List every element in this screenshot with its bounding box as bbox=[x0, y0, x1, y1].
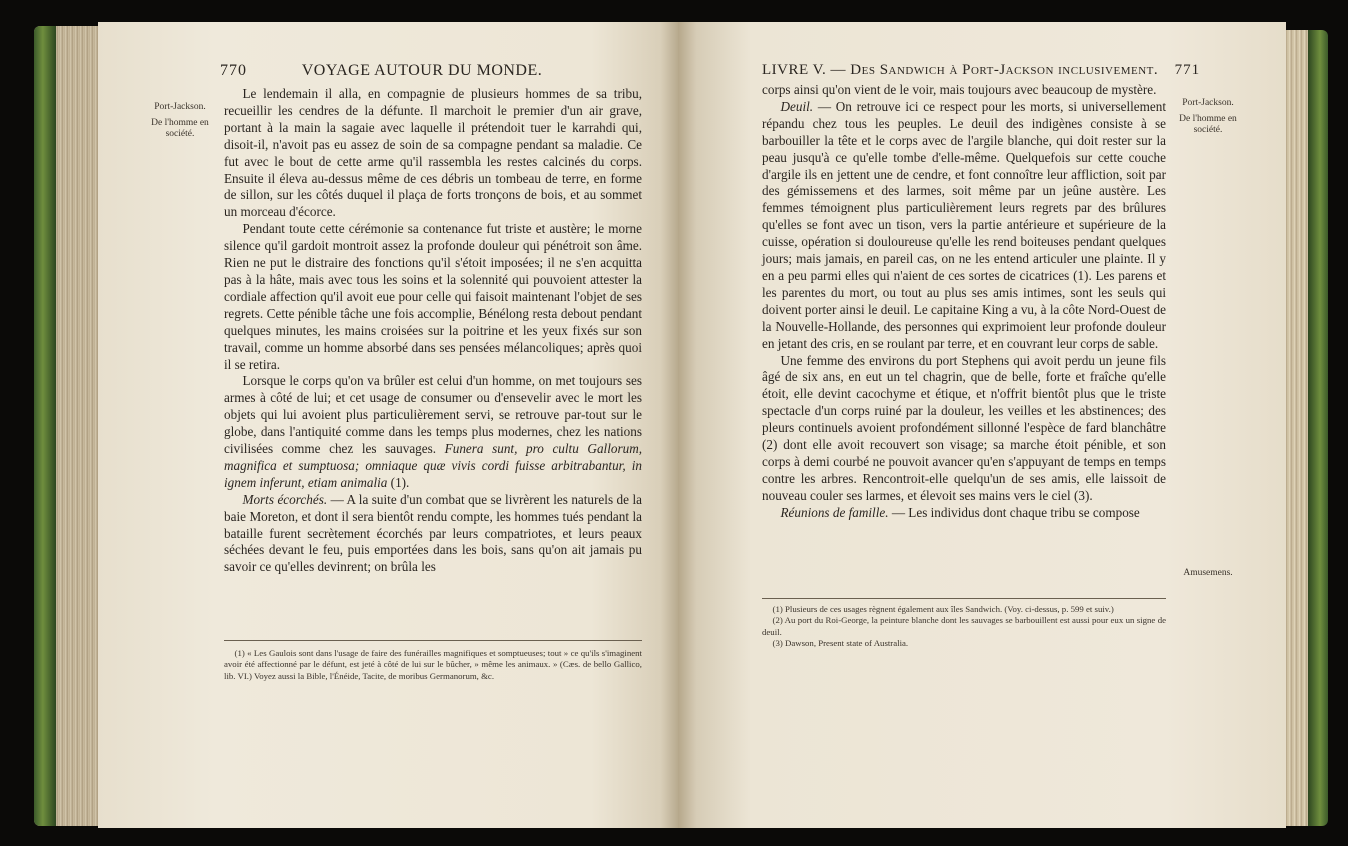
right-section-deuil bbox=[762, 99, 1166, 353]
left-footnotes bbox=[224, 648, 642, 682]
right-margin-note-topic: De l'homme en société. bbox=[1179, 114, 1237, 135]
right-page-number: 771 bbox=[1174, 62, 1201, 78]
left-margin-note-topic: De l'homme en société. bbox=[151, 118, 209, 139]
right-head-title: LIVRE V. — Des Sandwich à Port-Jackson inclusivement. bbox=[762, 62, 1159, 78]
right-footnote-rule bbox=[762, 598, 1166, 599]
section-title-reunions: Réunions de famille. bbox=[780, 504, 889, 520]
left-body-text bbox=[224, 86, 642, 576]
left-margin-note-place: Port-Jackson. bbox=[154, 102, 206, 112]
left-paragraph: Le lendemain il alla, en compagnie de plusieurs hommes de sa tribu, recueillir les cendres de la défunte. Il marchoit le premier d'un air grave, portant à la main la sagaie avec laquelle il prétendoit tuer le karrahdi qui, disoit-il, n'avoit pas eu assez de soin de sa compagne pendant sa maladie. Ce fut avec le bout de cette arme qu'il rassembla les restes calcinés du corps. Ensuite il éleva au-dessus même de ces débris un tombeau de terre, en forme de sillon, sur les côtés duquel il plaça de forts tronçons de bois, et au sommet un morceau d'écorce. bbox=[224, 86, 642, 220]
section-text-deuil: — On retrouve ici ce respect pour les morts, si universellement répandu chez tous les peuples. Le deuil des indigènes consiste à se barbouiller la tête et le corps avec de l'argile blanche, qui doit rester sur la peau jusqu'à ce qu'elle tombe d'elle-même. Quelquefois sur cette couche d'argile ils en jettent une de cendre, et font connoître leur affliction, soit par des gémissemens et des larmes, soit même par un jeûne austère. Les femmes témoignent plus particulièrement leurs regrets par des brûlures qu'elles se font avec un tison, vers la partie antérieure et supérieure de la cuisse, opération si douloureuse qu'elle les rend boiteuses pendant quelques jours; mais jamais, en pareil cas, on ne les entend articuler une plainte. Il y en a peu parmi elles qui n'aient de ces sortes de cicatrices (1). Les parens et les parentes du mort, ou tout au plus ses amis intimes, sont les seuls qui doivent porter ainsi le deuil. Le capitaine King a vu, à la côte Nord-Ouest de la Nouvelle-Hollande, des personnes qui exprimoient leur profonde douleur en jetant des cris, en se roulant par terre, et en couvrant leur corps de sable. bbox=[762, 98, 1166, 351]
section-text-reunions: — Les individus dont chaque tribu se compose bbox=[888, 504, 1140, 520]
right-footnote: (1) Plusieurs de ces usages règnent également aux îles Sandwich. (Voy. ci-dessus, p. 599 et suiv.) bbox=[772, 604, 1114, 614]
right-running-head bbox=[762, 62, 1200, 79]
left-paragraph: Pendant toute cette cérémonie sa contenance fut triste et austère; le morne silence qu'il gardoit montroit assez la profonde douleur qui pénétroit son âme. Rien ne put le distraire des fonctions qu'il s'étoit imposées; il ne s'en acquitta pas à la hâte, mais avec tous les soins et la solennité qui pouvoient attester la cordiale affection qu'il avoit eue pour celle qui faisoit maintenant l'objet de ses regrets. Cette pénible tâche une fois accomplie, Bénélong resta debout pendant quelques minutes, les mains croisées sur la poitrine et les yeux fixés sur son travail, comme un homme absorbé dans ses pensées mélancoliques; après quoi il se retira. bbox=[224, 221, 642, 372]
right-footnote: (3) Dawson, Present state of Australia. bbox=[772, 637, 909, 648]
latin-ref: (1). bbox=[387, 474, 410, 490]
right-paragraph: Une femme des environs du port Stephens qui avoit perdu un jeune fils âgé de six ans, en eut un tel chagrin, que de belle, forte et fraîche qu'elle étoit, elle devint cacochyme et étique, et n'offrit bientôt plus que le triste spectacle d'un corps ruiné par la douleur, les veilles et les abstinences; des pleurs continuels avoient profondément sillonné l'espèce de fard blanchâtre (2) dont elle avoit recouvert son visage; sa marche étoit pénible, et son corps à demi courbé ne pouvoit avancer qu'en s'appuyant de temps en temps contre les arbres. Rencontroit-elle quelqu'un de ses amis, elle laissoit de nouveau couler ses larmes, et élevoit ses mains vers le ciel (3). bbox=[762, 352, 1166, 503]
left-paragraph bbox=[224, 373, 642, 491]
left-section bbox=[224, 492, 642, 577]
book-left-edge bbox=[34, 26, 104, 826]
right-margin-note-place: Port-Jackson. bbox=[1182, 98, 1234, 108]
left-head-title: VOYAGE AUTOUR DU MONDE. bbox=[301, 62, 543, 79]
right-footnote: (2) Au port du Roi-George, la peinture blanche dont les sauvages se barbouillent est aussi pour eux un signe de deuil. bbox=[762, 615, 1166, 637]
left-footnote: (1) « Les Gaulois sont dans l'usage de faire des funérailles magnifiques et somptueuses; tout » ce qu'ils s'imaginent avoir été affectionné par le défunt, est jeté à côté de lui sur le bûcher, » même les animaux. » (Cæs. de bello Gallico, lib. VI.) Voyez aussi la Bible, l'Énéide, Tacite, de moribus Germanorum, &c. bbox=[224, 648, 642, 681]
left-page-number: 770 bbox=[220, 62, 247, 79]
right-section-reunions bbox=[762, 505, 1166, 522]
left-running-head bbox=[220, 62, 542, 80]
right-footnotes bbox=[762, 604, 1166, 649]
latin-quote: Funera sunt, pro cultu Gallorum, magnifica et sumptuosa; omniaque quæ vivis cordi fuisse arbitrabantur, in ignem inferunt, etiam animalia bbox=[224, 441, 643, 490]
section-text-morts: — A la suite d'un combat que se livrèrent les naturels de la baie Moreton, et dont il sera bientôt rendu compte, les hommes tués pendant la bataille furent secrètement écorchés par leurs compatriotes, et leurs peaux séchées devant le feu, puis emportées dans les bois, sans qu'on ait jamais pu savoir ce qu'elles devinrent; on brûla les bbox=[224, 491, 642, 575]
book-spine-right bbox=[1308, 30, 1328, 826]
left-paragraph-text: Lorsque le corps qu'on va brûler est celui d'un homme, on met toujours ses armes à côté de lui; et cet usage de consumer ou d'ensevelir avec le mort les objets qui lui avoient plus particulièrement servi, se retrouve par-tout sur le globe, dans l'antiquité comme dans les temps plus modernes, chez les nations civilisées comme chez les sauvages. bbox=[224, 373, 642, 457]
book-spine-left bbox=[34, 26, 56, 826]
right-body-text bbox=[762, 82, 1166, 522]
right-opening: corps ainsi qu'on vient de le voir, mais toujours avec beaucoup de mystère. bbox=[762, 82, 1157, 97]
section-title-deuil: Deuil. bbox=[780, 98, 814, 114]
left-footnote-rule bbox=[224, 640, 642, 641]
section-title-morts: Morts écorchés. bbox=[242, 491, 328, 507]
right-margin-note-amusemens: Amusemens. bbox=[1183, 568, 1233, 578]
